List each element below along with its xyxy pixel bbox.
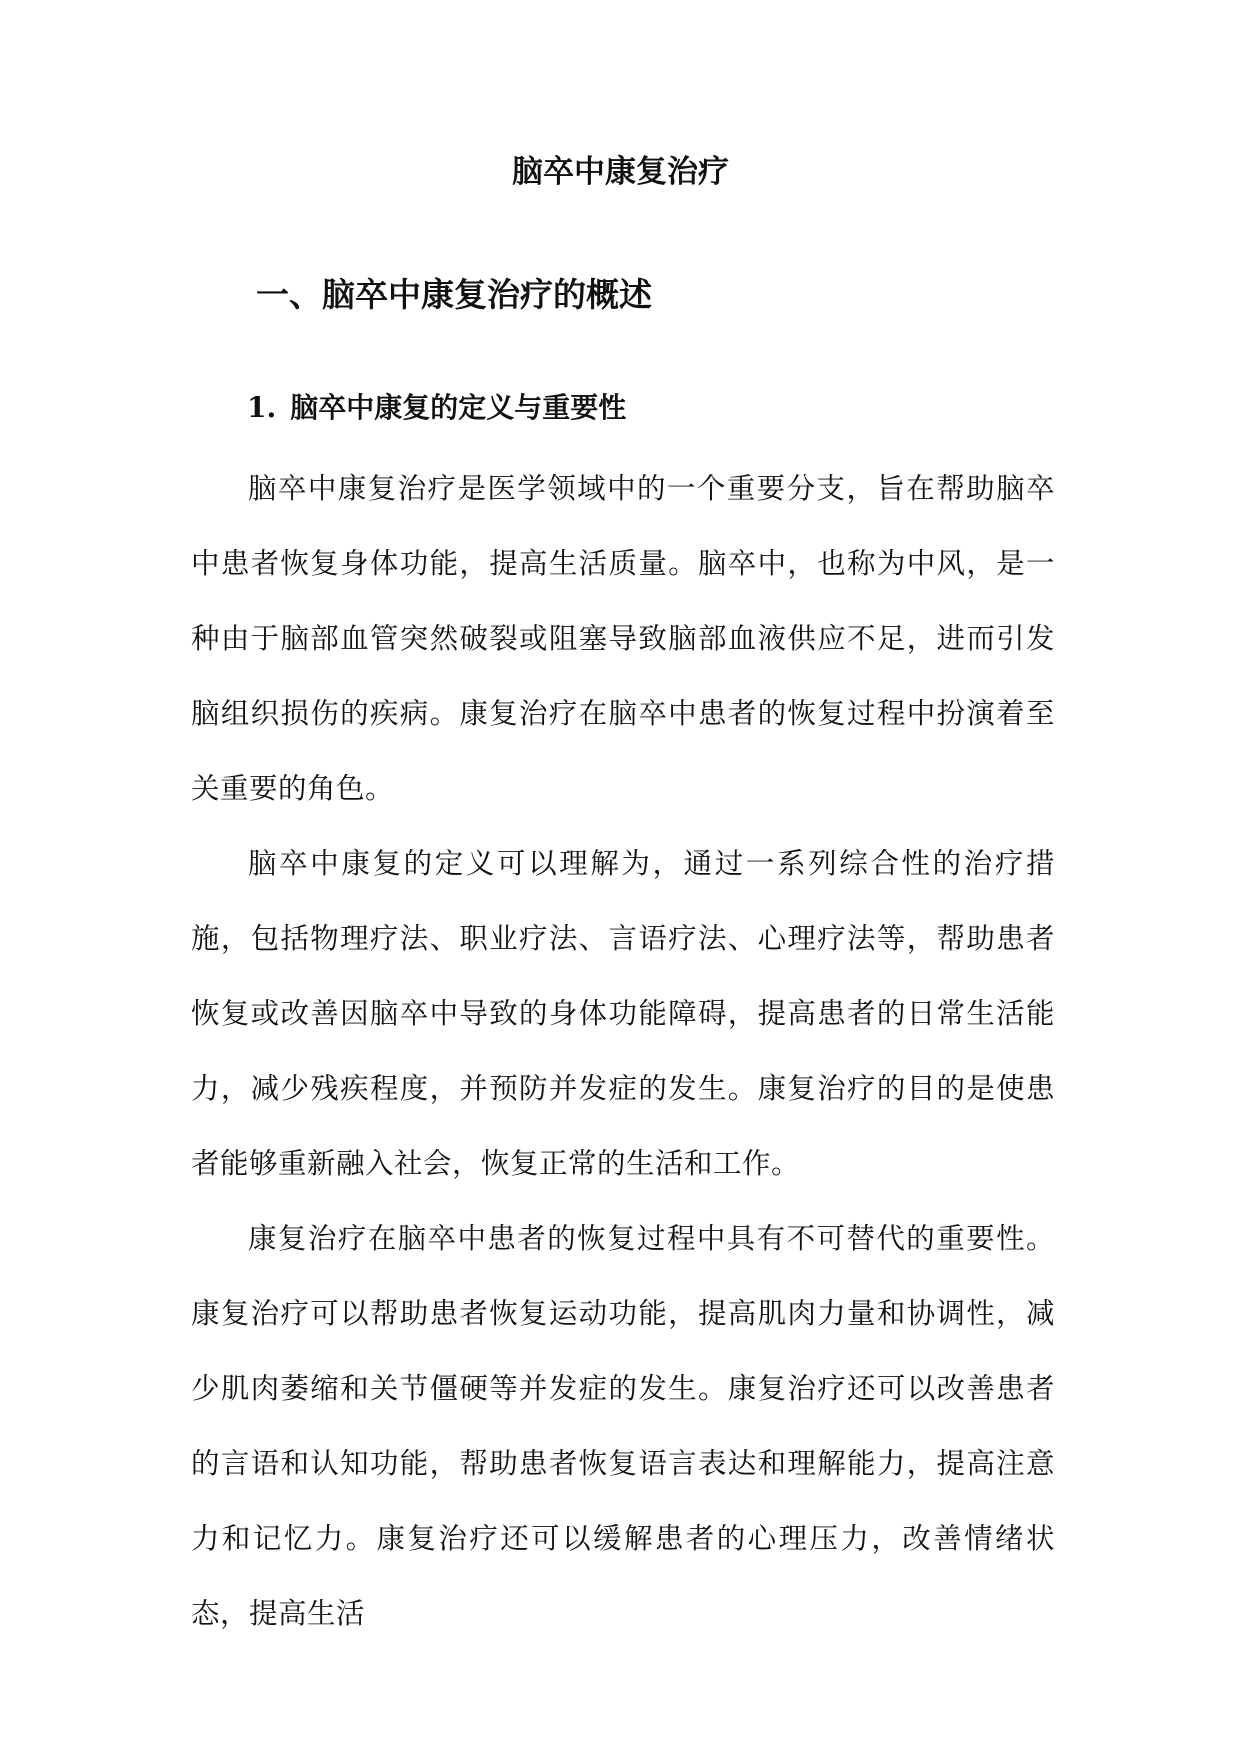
body-paragraph: 脑卒中康复治疗是医学领域中的一个重要分支，旨在帮助脑卒中患者恢复身体功能，提高生活质量。脑卒中，也称为中风，是一种由于脑部血管突然破裂或阻塞导致脑部血液供应不足，进而引发脑组织损伤的疾病。康复治疗在脑卒中患者的恢复过程中扮演着至关重要的角色。 — [191, 472, 1055, 805]
body-paragraph: 脑卒中康复的定义可以理解为，通过一系列综合性的治疗措施，包括物理疗法、职业疗法、言语疗法、心理疗法等，帮助患者恢复或改善因脑卒中导致的身体功能障碍，提高患者的日常生活能力，减少残疾程度，并预防并发症的发生。康复治疗的目的是使患者能够重新融入社会，恢复正常的生活和工作。 — [191, 847, 1055, 1180]
subsection-number: 1. — [247, 391, 277, 424]
subsection-heading — [247, 388, 626, 428]
body-paragraph: 康复治疗在脑卒中患者的恢复过程中具有不可替代的重要性。康复治疗可以帮助患者恢复运动功能，提高肌肉力量和协调性，减少肌肉萎缩和关节僵硬等并发症的发生。康复治疗还可以改善患者的言语和认知功能，帮助患者恢复语言表达和理解能力，提高注意力和记忆力。康复治疗还可以缓解患者的心理压力，改善情绪状态，提高生活 — [191, 1222, 1055, 1630]
document-title: 脑卒中康复治疗 — [512, 154, 729, 190]
section-heading: 一、脑卒中康复治疗的概述 — [256, 275, 652, 314]
subsection-title: 脑卒中康复的定义与重要性 — [290, 391, 627, 424]
